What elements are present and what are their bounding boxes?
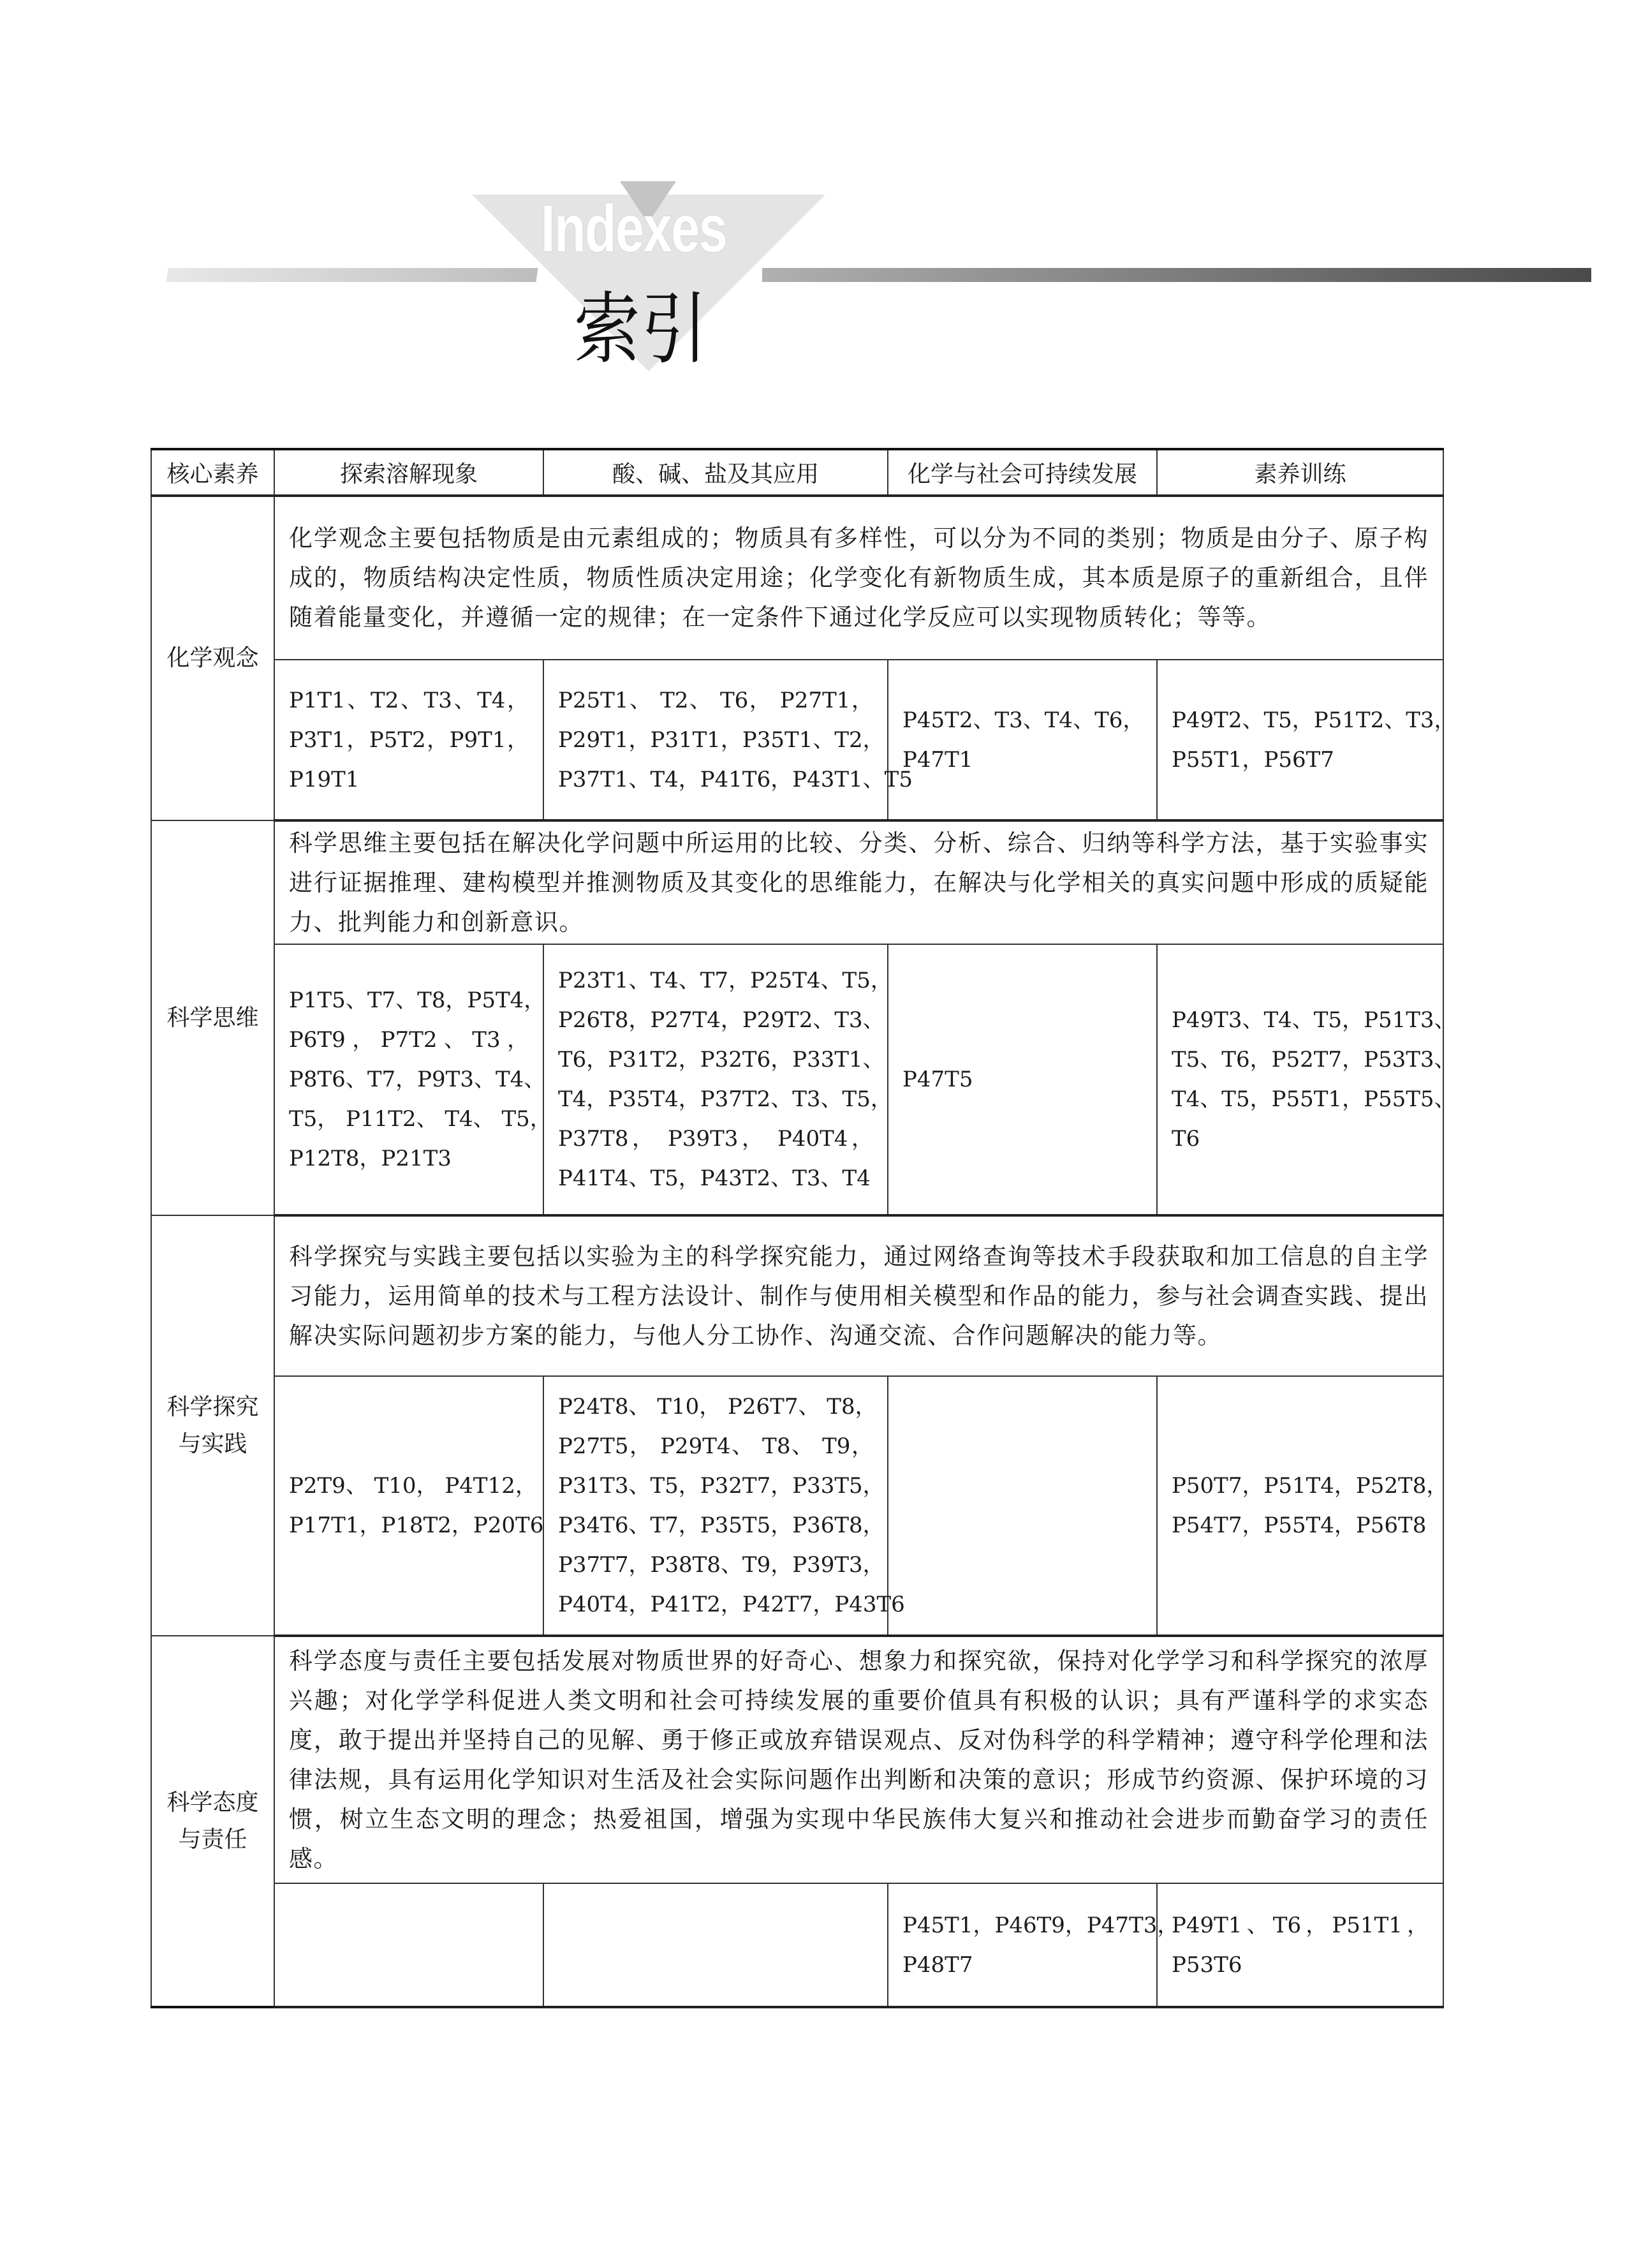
section-refs-row	[151, 1376, 1443, 1636]
refs-cell	[1157, 660, 1456, 820]
banner-bar-right	[762, 268, 1591, 282]
refs-cell	[1157, 1883, 1443, 2007]
section-description-row	[151, 1636, 1443, 1883]
ref-line: P17T1，P18T2，P20T6	[289, 1513, 544, 1538]
refs-cell	[274, 1883, 543, 2007]
section-label-line: 与责任	[178, 1826, 247, 1853]
section-label-line: 科学思维	[166, 1004, 259, 1031]
refs-cell	[274, 1376, 543, 1636]
ref-line: P34T6、T7，P35T5，P36T8，	[558, 1513, 885, 1538]
header-sustainable-development: 化学与社会可持续发展	[888, 449, 1157, 496]
ref-line: P53T6	[1172, 1952, 1242, 1978]
ref-line: P1T1、T2、T3、T4，	[289, 687, 529, 713]
ref-line: P37T1、T4，P41T6，P43T1、T5	[558, 766, 913, 792]
section-refs-row	[151, 660, 1443, 820]
header-dissolution: 探索溶解现象	[274, 449, 543, 496]
ref-line: T4、T5，P55T1，P55T5、	[1172, 1086, 1456, 1112]
refs-cell	[888, 660, 1157, 820]
banner-english-title: Indexes	[541, 192, 727, 266]
refs-cell	[543, 660, 913, 820]
ref-line: P37T8， P39T3， P40T4，	[558, 1126, 873, 1152]
ref-line: P49T3、T4、T5，P51T3、	[1172, 1007, 1456, 1033]
section-description: 科学思维主要包括在解决化学问题中所运用的比较、分类、分析、综合、归纳等科学方法，基于实验事实进行证据推理、建构模型并推测物质及其变化的思维能力，在解决与化学相关的真实问题中形成的质疑能力、批判能力和创新意识。	[274, 820, 1443, 944]
refs-cell	[888, 1376, 1157, 1636]
section-refs-row	[151, 1883, 1443, 2007]
section-label	[151, 496, 274, 820]
refs-cell	[1157, 1376, 1448, 1636]
ref-line: P31T3、T5，P32T7，P33T5，	[558, 1473, 885, 1499]
table-header-row	[151, 449, 1443, 496]
ref-line: T4，P35T4，P37T2、T3、T5，	[558, 1086, 892, 1112]
ref-line: P1T5、T7、T8，P5T4，	[289, 988, 546, 1013]
refs-cell	[888, 944, 1157, 1215]
section-description-row	[151, 496, 1443, 660]
ref-line: P19T1	[289, 766, 360, 792]
section-label	[151, 1215, 274, 1636]
section-label-line: 与实践	[178, 1430, 247, 1457]
ref-line: P48T7	[902, 1952, 973, 1978]
ref-line: P40T4，P41T2，P42T7，P43T6	[558, 1592, 905, 1617]
section-label-line: 化学观念	[166, 645, 259, 671]
ref-line: P27T5， P29T4、 T8、 T9，	[558, 1434, 873, 1459]
ref-line: T5、T6，P52T7，P53T3、	[1172, 1047, 1456, 1072]
ref-line: P37T7，P38T8、T9，P39T3，	[558, 1552, 885, 1578]
refs-cell	[543, 1376, 905, 1636]
header-literacy-training: 素养训练	[1157, 449, 1443, 496]
page-title: 索引	[574, 284, 709, 374]
section-description: 化学观念主要包括物质是由元素组成的；物质具有多样性，可以分为不同的类别；物质是由分子、原子构成的，物质结构决定性质，物质性质决定用途；化学变化有新物质生成，其本质是原子的重新组合，且伴随着能量变化，并遵循一定的规律；在一定条件下通过化学反应可以实现物质转化；等等。	[274, 496, 1443, 660]
section-description: 科学态度与责任主要包括发展对物质世界的好奇心、想象力和探究欲，保持对化学学习和科学探究的浓厚兴趣；对化学学科促进人类文明和社会可持续发展的重要价值具有积极的认识；具有严谨科学的求实态度，敢于提出并坚持自己的见解、勇于修正或放弃错误观点、反对伪科学的科学精神；遵守科学伦理和法律法规，具有运用化学知识对生活及社会实际问题作出判断和决策的意识；形成节约资源、保护环境的习惯，树立生态文明的理念；热爱祖国，增强为实现中华民族伟大复兴和推动社会进步而勤奋学习的责任感。	[274, 1636, 1443, 1883]
refs-cell	[888, 1883, 1179, 2007]
ref-line: P23T1、T4、T7，P25T4、T5，	[558, 968, 892, 993]
refs-cell	[274, 944, 552, 1215]
section-label-line: 科学探究	[166, 1393, 259, 1420]
ref-line: P55T1，P56T7	[1172, 746, 1334, 773]
ref-line: P47T5	[902, 1067, 973, 1092]
section-refs-row	[151, 944, 1443, 1215]
ref-line: P29T1，P31T1，P35T1、T2，	[558, 727, 885, 753]
section-label-line: 科学态度	[166, 1789, 259, 1816]
ref-line: P6T9，P7T2、T3，	[289, 1027, 529, 1053]
ref-line: P25T1、 T2、 T6， P27T1，	[558, 687, 873, 713]
ref-line: P54T7，P55T4，P56T8	[1172, 1513, 1427, 1538]
section-label	[151, 1636, 274, 2007]
ref-line: P47T1	[902, 746, 973, 773]
section-description-row	[151, 820, 1443, 944]
ref-line: P26T8，P27T4，P29T2、T3、	[558, 1007, 885, 1033]
ref-line: P3T1，P5T2，P9T1，	[289, 727, 529, 753]
ref-line: P49T2、T5，P51T2、T3，	[1172, 707, 1456, 733]
header-acids-bases-salts: 酸、碱、盐及其应用	[543, 449, 888, 496]
refs-cell	[1157, 944, 1456, 1215]
ref-line: P45T2、T3、T4、T6，	[902, 707, 1145, 733]
ref-line: P2T9、 T10， P4T12，	[289, 1473, 537, 1499]
ref-line: P49T1、T6，P51T1，	[1172, 1912, 1429, 1938]
refs-cell	[274, 660, 543, 820]
ref-line: P8T6、T7，P9T3、T4、	[289, 1067, 546, 1092]
ref-line: P50T7，P51T4，P52T8，	[1172, 1473, 1448, 1499]
index-table	[151, 448, 1456, 2008]
header-core-literacy: 核心素养	[151, 449, 274, 496]
ref-line: P24T8、 T10， P26T7、 T8，	[558, 1394, 877, 1419]
section-description: 科学探究与实践主要包括以实验为主的科学探究能力，通过网络查询等技术手段获取和加工信息的自主学习能力，运用简单的技术与工程方法设计、制作与使用相关模型和作品的能力，参与社会调查实践、提出解决实际问题初步方案的能力，与他人分工协作、沟通交流、合作问题解决的能力等。	[274, 1215, 1443, 1376]
section-description-row	[151, 1215, 1443, 1376]
ref-line: P41T4、T5，P43T2、T3、T4	[558, 1166, 871, 1191]
ref-line: P45T1，P46T9，P47T3，	[902, 1912, 1179, 1938]
ref-line: T6，P31T2，P32T6，P33T1、	[558, 1047, 885, 1072]
ref-line: P12T8，P21T3	[289, 1146, 452, 1171]
ref-line: T5， P11T2、 T4、 T5，	[289, 1106, 552, 1132]
refs-cell	[543, 944, 892, 1215]
section-label	[151, 820, 274, 1215]
refs-cell	[543, 1883, 888, 2007]
ref-line: T6	[1172, 1126, 1200, 1152]
